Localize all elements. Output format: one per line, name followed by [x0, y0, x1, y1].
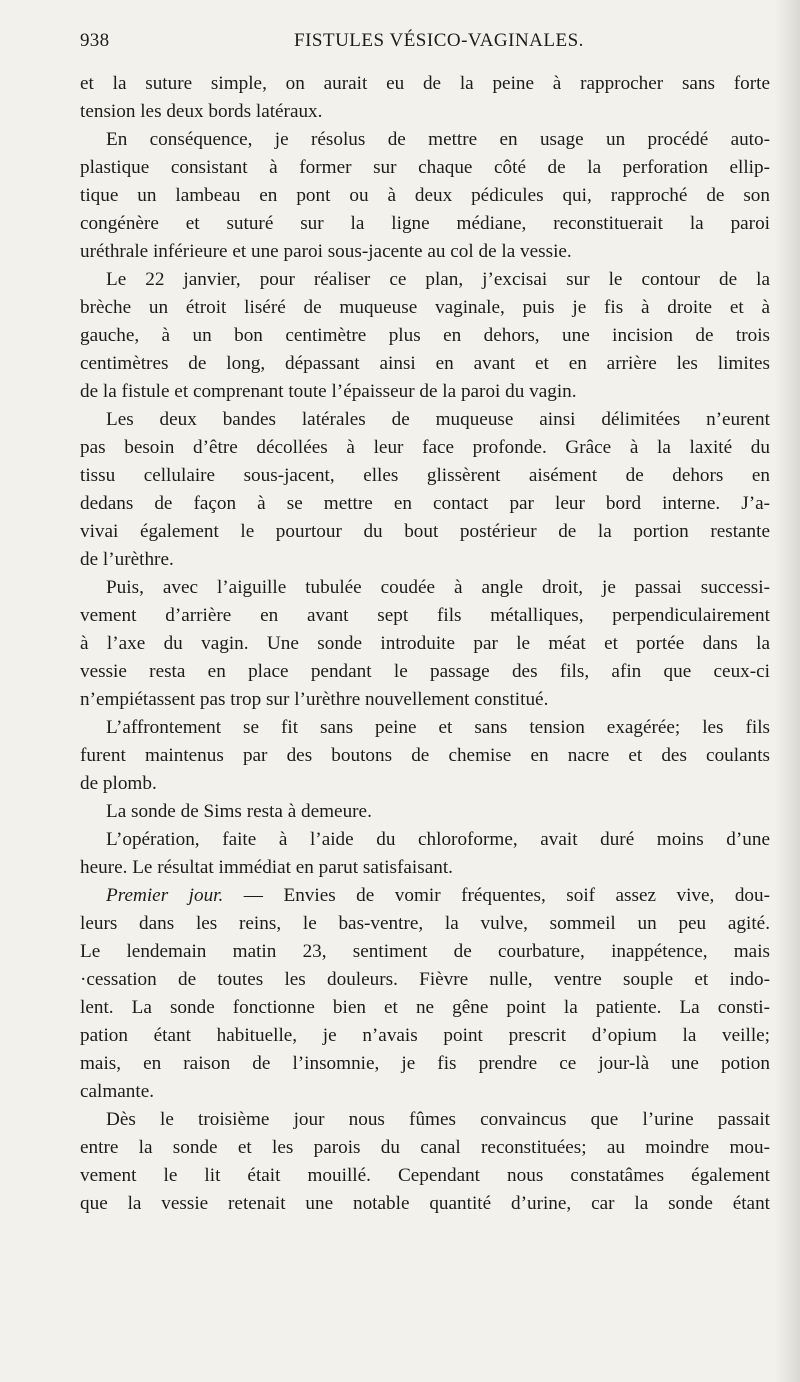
text-line: lent. La sonde fonctionne bien et ne gêne point la patiente. La consti-	[80, 997, 770, 1018]
text-line: n’empiétassent pas trop sur l’urèthre nouvellement constitué.	[80, 689, 549, 710]
text-line: plastique consistant à former sur chaque côté de la perforation ellip-	[80, 157, 770, 178]
text-line: brèche un étroit liséré de muqueuse vaginale, puis je fis à droite et à	[80, 297, 770, 318]
text-line: Puis, avec l’aiguille tubulée coudée à angle droit, je passai successi-	[106, 577, 770, 598]
page-header	[80, 30, 770, 56]
text-body	[80, 70, 770, 1218]
text-line: Les deux bandes latérales de muqueuse ainsi délimitées n’eurent	[106, 409, 770, 430]
text-line: En conséquence, je résolus de mettre en usage un procédé auto-	[106, 129, 770, 150]
text-line: Le lendemain matin 23, sentiment de courbature, inappétence, mais	[80, 941, 770, 962]
text-line: L’affrontement se fit sans peine et sans tension exagérée; les fils	[106, 717, 770, 738]
text-line: uréthrale inférieure et une paroi sous-jacente au col de la vessie.	[80, 241, 572, 262]
text-line: tension les deux bords latéraux.	[80, 101, 323, 122]
text-line: Dès le troisième jour nous fûmes convaincus que l’urine passait	[106, 1109, 770, 1130]
text-line: à l’axe du vagin. Une sonde introduite par le méat et portée dans la	[80, 633, 770, 654]
text-line: et la suture simple, on aurait eu de la peine à rapprocher sans forte	[80, 73, 770, 94]
text-line: pas besoin d’être décollées à leur face profonde. Grâce à la laxité du	[80, 437, 770, 458]
text-line: de plomb.	[80, 773, 157, 794]
text-line: furent maintenus par des boutons de chemise en nacre et des coulants	[80, 745, 770, 766]
page-edge-shadow	[774, 0, 800, 1382]
text-line: tique un lambeau en pont ou à deux pédicules qui, rapproché de son	[80, 185, 770, 206]
text-line: de la fistule et comprenant toute l’épaisseur de la paroi du vagin.	[80, 381, 577, 402]
text-line: centimètres de long, dépassant ainsi en avant et en arrière les limites	[80, 353, 770, 374]
text-line: mais, en raison de l’insomnie, je fis prendre ce jour-là une potion	[80, 1053, 770, 1074]
text-line: Premier jour. — Envies de vomir fréquentes, soif assez vive, dou-	[106, 885, 770, 906]
text-line: L’opération, faite à l’aide du chloroforme, avait duré moins d’une	[106, 829, 770, 850]
text-line: que la vessie retenait une notable quantité d’urine, car la sonde étant	[80, 1193, 770, 1214]
running-title: FISTULES VÉSICO-VAGINALES.	[294, 30, 584, 51]
text-line: vement d’arrière en avant sept fils métalliques, perpendiculairement	[80, 605, 770, 626]
text-line: Le 22 janvier, pour réaliser ce plan, j’excisai sur le contour de la	[106, 269, 770, 290]
text-line: leurs dans les reins, le bas-ventre, la vulve, sommeil un peu agité.	[80, 913, 770, 934]
text-line: dedans de façon à se mettre en contact par leur bord interne. J’a-	[80, 493, 770, 514]
text-line: de l’urèthre.	[80, 549, 174, 570]
text-line: calmante.	[80, 1081, 155, 1102]
text-line: vement le lit était mouillé. Cependant nous constatâmes également	[80, 1165, 770, 1186]
text-line: vessie resta en place pendant le passage des fils, afin que ceux-ci	[80, 661, 770, 682]
page-number: 938	[80, 30, 110, 51]
text-line: gauche, à un bon centimètre plus en dehors, une incision de trois	[80, 325, 770, 346]
text-line: vivai également le pourtour du bout postérieur de la portion restante	[80, 521, 770, 542]
text-line: tissu cellulaire sous-jacent, elles glissèrent aisément de dehors en	[80, 465, 770, 486]
text-line: congénère et suturé sur la ligne médiane, reconstituerait la paroi	[80, 213, 770, 234]
text-line: La sonde de Sims resta à demeure.	[106, 801, 372, 822]
text-line: heure. Le résultat immédiat en parut satisfaisant.	[80, 857, 453, 878]
text-line: ·cessation de toutes les douleurs. Fièvre nulle, ventre souple et indo-	[80, 969, 770, 990]
text-line: pation étant habituelle, je n’avais point prescrit d’opium la veille;	[80, 1025, 770, 1046]
text-line: entre la sonde et les parois du canal reconstituées; au moindre mou-	[80, 1137, 770, 1158]
